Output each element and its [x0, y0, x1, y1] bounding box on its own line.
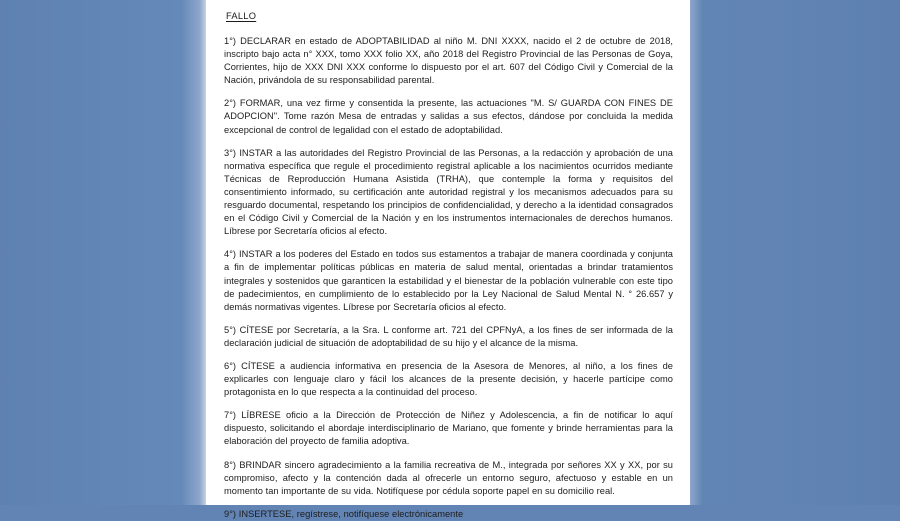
viewer-backdrop-right — [690, 0, 900, 505]
document-paragraph-5: 5°) CÍTESE por Secretaría, a la Sra. L conforme art. 721 del CPFNyA, a los fines de ser informada de la declaración judicial de situación de adoptabilidad de su hijo y el alcance de la misma. — [224, 324, 673, 348]
document-paragraph-8: 8°) BRINDAR sincero agradecimiento a la familia recreativa de M., integrada por señores XX y XX, por su compromiso, afecto y la contención dada al ofrecerle un entorno seguro, afectuoso y estable en un momento tan importante de su vida. Notifíquese por cédula soporte papel en su domicilio real. — [224, 459, 673, 496]
document-paragraph-6: 6°) CÍTESE a audiencia informativa en presencia de la Asesora de Menores, al niño, a los fines de explicarles con lenguaje claro y fácil los alcances de la presente decisión, y hacerle partícipe como protagonista en lo que respecta a la continuidad del proceso. — [224, 360, 673, 398]
document-paragraph-3: 3°) INSTAR a las autoridades del Registro Provincial de las Personas, a la redacción y aprobación de una normativa específica que regule el procedimiento registral aplicable a los nacimientos ocurridos mediante Técnicas de Reproducción Humana Asistida (TRHA), que contemple la forma y requisitos del consentimiento informado, su certificación ante autoridad registral y los mecanismos adecuados para su resguardo documental, respetando los principios de confidencialidad, y derecho a la identidad consagrados en el Código Civil y Comercial de la Nación y en los instrumentos internacionales de derechos humanos. Líbrese por Secretaría oficios al efecto. — [224, 147, 673, 237]
document-paragraph-7: 7°) LÍBRESE oficio a la Dirección de Protección de Niñez y Adolescencia, a fin de notificar lo aquí dispuesto, solicitando el abordaje interdisciplinario de Mariano, que fomente y brinde herramientas para la elaboración del proyecto de familia adoptiva. — [224, 410, 673, 447]
viewer-backdrop-left — [0, 0, 206, 505]
document-page — [206, 0, 690, 519]
document-paragraph-1: 1°) DECLARAR en estado de ADOPTABILIDAD al niño M. DNI XXXX, nacido el 2 de octubre de 2018, inscripto bajo acta n° XXX, tomo XXX folio XX, año 2018 del Registro Provincial de las Personas de Goya, Corrientes, hijo de XXX DNI XXX conforme lo dispuesto por el art. 607 del Código Civil y Comercial de la Nación, privándola de su responsabilidad parental. — [224, 36, 673, 86]
document-heading-fallo: FALLO — [226, 11, 257, 21]
document-paragraph-4: 4°) INSTAR a los poderes del Estado en todos sus estamentos a trabajar de manera coordinada y conjunta a fin de implementar políticas públicas en materia de salud mental, orientadas a brindar tratamientos integrales y sostenidos que garanticen la estabilidad y el bienestar de la población vulnerable con este tipo de padecimientos, en cumplimiento de lo establecido por la Ley Nacional de Salud Mental N. ° 26.657 y demás normativas vigentes. Líbrese por Secretaría oficios al efecto. — [224, 249, 673, 312]
document-paragraph-9: 9°) INSERTESE, regístrese, notifíquese electrónicamente — [224, 508, 464, 519]
document-paragraph-2: 2°) FORMAR, una vez firme y consentida la presente, las actuaciones "M. S/ GUARDA CON FINES DE ADOPCION". Tome razón Mesa de entradas y salidas a sus efectos, dándose por concluida la medida excepcional de control de legalidad con el estado de adoptabilidad. — [224, 98, 673, 135]
